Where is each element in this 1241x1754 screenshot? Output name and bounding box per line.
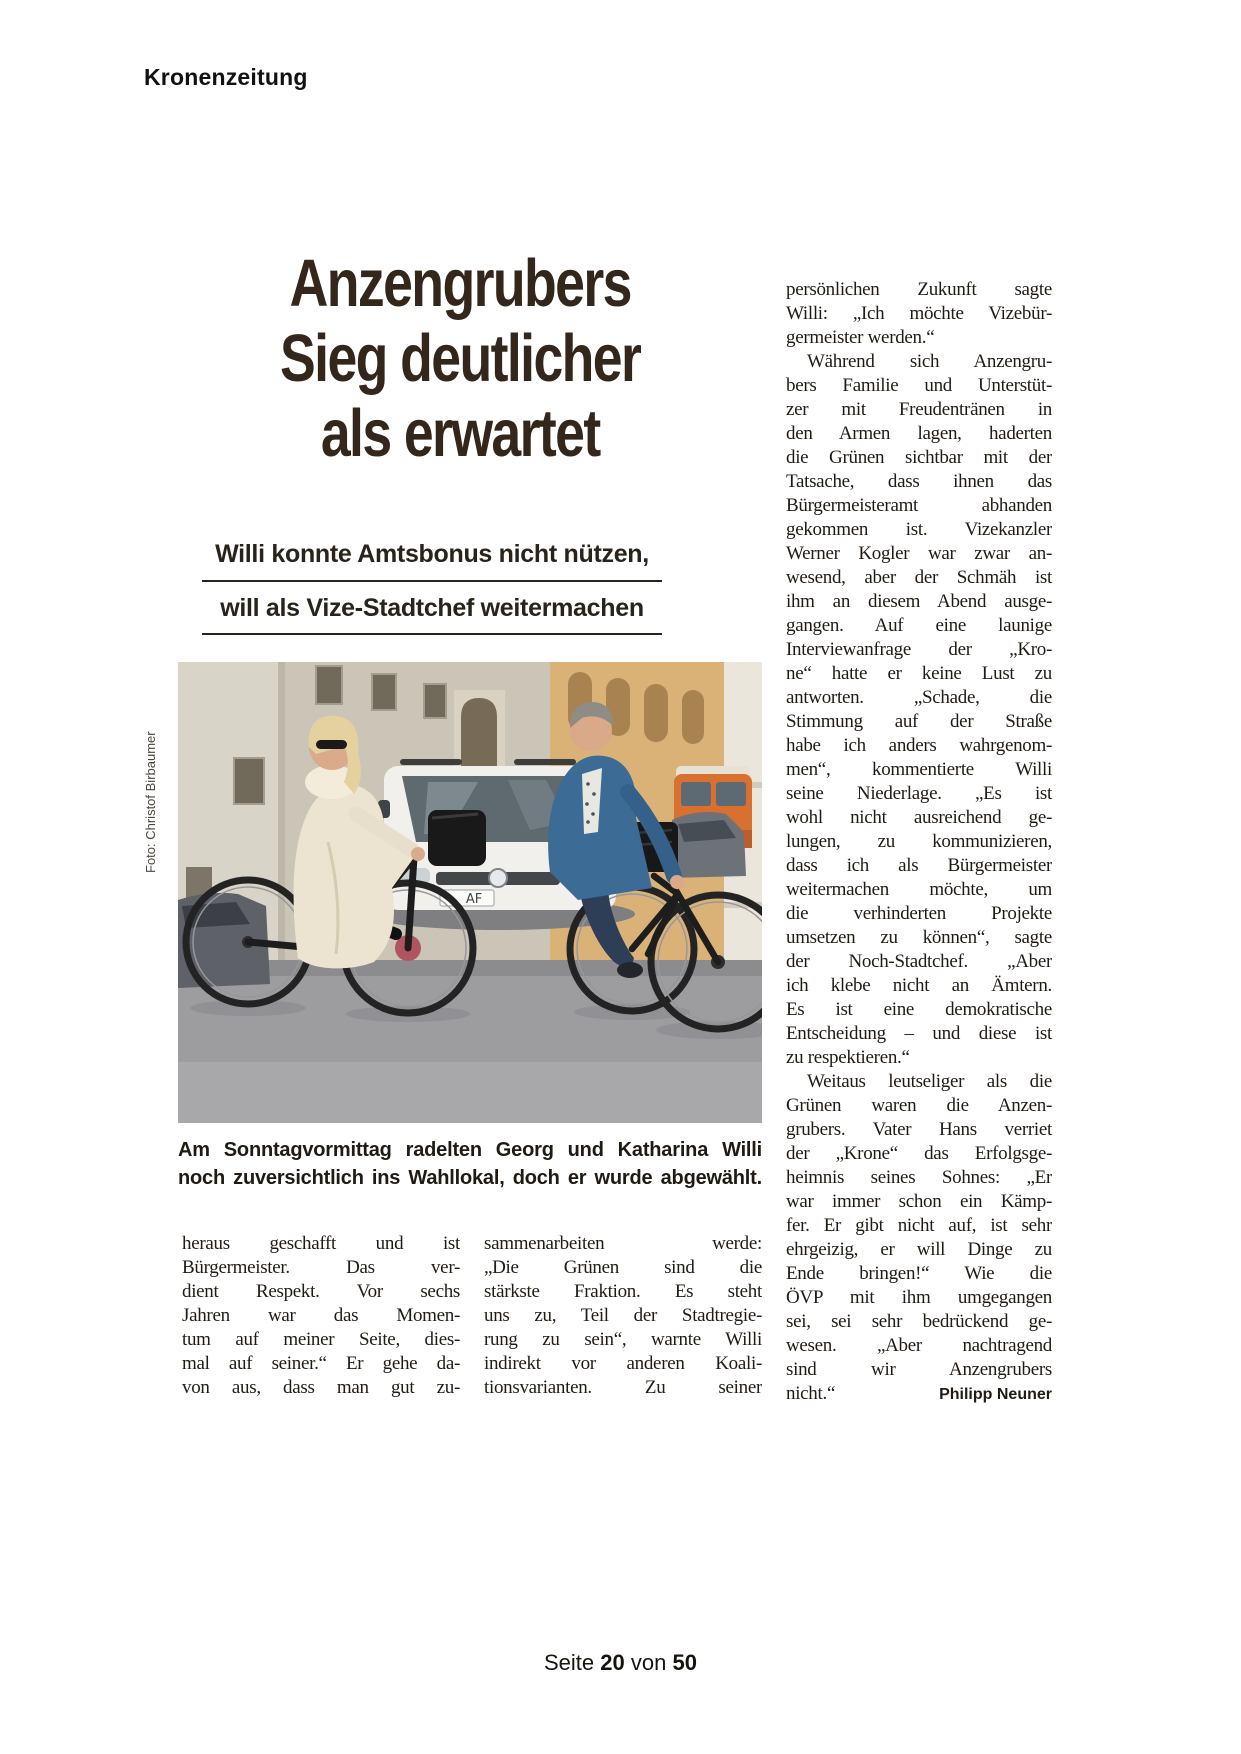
text-line: ne“ hatte er keine Lust zu: [786, 663, 1052, 684]
text-line: sind wir Anzengrubers: [786, 1359, 1052, 1380]
paragraph-end-text: nicht.“: [786, 1383, 836, 1404]
headline-text: Sieg deutlicher: [279, 321, 641, 396]
page-indicator-of: von: [630, 1650, 667, 1675]
text-line: noch zuversichtlich ins Wahllokal, doch er wurde abgewählt.: [178, 1167, 762, 1189]
text-line: Willi: „Ich möchte Vizebür-: [786, 303, 1052, 324]
text-line: men“, kommentierte Willi: [786, 759, 1052, 780]
page-number: 20: [600, 1650, 625, 1675]
text-line: stärkste Fraktion. Es steht: [484, 1281, 762, 1302]
text-line: dass ich als Bürgermeister: [786, 855, 1052, 876]
headline-line: [178, 246, 742, 321]
license-plate-text: AF: [465, 892, 483, 907]
text-line: Werner Kogler war zwar an-: [786, 543, 1052, 564]
text-line: Tatsache, dass ihnen das: [786, 471, 1052, 492]
article-photo: [178, 662, 762, 1123]
text-line: wesend, aber der Schmäh ist: [786, 567, 1052, 588]
text-line: „Die Grünen sind die: [484, 1257, 762, 1278]
text-line: die Grünen sichtbar mit der: [786, 447, 1052, 468]
source-label: Kronenzeitung: [144, 64, 308, 90]
text-line: dient Respekt. Vor sechs: [182, 1281, 460, 1302]
text-line: indirekt vor anderen Koali-: [484, 1353, 762, 1374]
text-line: war immer schon ein Kämp-: [786, 1191, 1052, 1212]
article-headline: [178, 246, 742, 471]
page-indicator-prefix: Seite: [544, 1650, 595, 1675]
text-line: ehrgeizig, er will Dinge zu: [786, 1239, 1052, 1260]
text-line: zer mit Freudentränen in: [786, 399, 1052, 420]
text-line: mal auf seiner.“ Er gehe da-: [182, 1353, 460, 1374]
body-column-right: [786, 278, 1052, 1406]
headline-text: als erwartet: [320, 396, 600, 471]
text-line: Bürgermeister. Das ver-: [182, 1257, 460, 1278]
text-line: ÖVP mit ihm umgegangen: [786, 1287, 1052, 1308]
text-line: Bürgermeisteramt abhanden: [786, 495, 1052, 516]
text-line: ihm an diesem Abend ausge-: [786, 591, 1052, 612]
text-line: bers Familie und Unterstüt-: [786, 375, 1052, 396]
body-column-middle: [484, 1232, 762, 1400]
text-line: tionsvarianten. Zu seiner: [484, 1377, 762, 1398]
text-line: uns zu, Teil der Stadtregie-: [484, 1305, 762, 1326]
subheadline-rule: [202, 580, 662, 582]
photo-credit: Foto: Christof Birbaumer: [143, 731, 158, 873]
text-line: die verhinderten Projekte: [786, 903, 1052, 924]
subheadline-line-2: will als Vize-Stadtchef weitermachen: [220, 594, 644, 622]
text-line: heraus geschafft und ist: [182, 1233, 460, 1254]
byline-row: [786, 1382, 1052, 1406]
text-line: umsetzen zu können“, sagte: [786, 927, 1052, 948]
photo-caption: [178, 1136, 762, 1192]
text-line: Grünen waren die Anzen-: [786, 1095, 1052, 1116]
author-byline: Philipp Neuner: [939, 1386, 1052, 1403]
sunglasses: [316, 740, 347, 749]
page-indicator: [0, 1650, 1241, 1676]
text-line: der Noch-Stadtchef. „Aber: [786, 951, 1052, 972]
subheadline-line-1: Willi konnte Amtsbonus nicht nützen,: [215, 540, 649, 568]
text-line: sammenarbeiten werde:: [484, 1233, 762, 1254]
text-line: ich klebe nicht an Ämtern.: [786, 975, 1052, 996]
text-line: der „Krone“ das Erfolgsge-: [786, 1143, 1052, 1164]
text-line: wohl nicht ausreichend ge-: [786, 807, 1052, 828]
text-line: habe ich anders wahrgenom-: [786, 735, 1052, 756]
headline-text: Anzengrubers: [289, 246, 631, 321]
headline-line: [178, 396, 742, 471]
text-line: zu respektieren.“: [786, 1047, 910, 1068]
total-pages: 50: [672, 1650, 697, 1675]
text-line: Es ist eine demokratische: [786, 999, 1052, 1020]
text-line: grubers. Vater Hans verriet: [786, 1119, 1052, 1140]
text-line: den Armen lagen, haderten: [786, 423, 1052, 444]
text-line: persönlichen Zukunft sagte: [786, 279, 1052, 300]
text-line: gekommen ist. Vizekanzler: [786, 519, 1052, 540]
text-line: sei, sei sehr bedrückend ge-: [786, 1311, 1052, 1332]
text-line: von aus, dass man gut zu-: [182, 1377, 460, 1398]
text-line: gangen. Auf eine launige: [786, 615, 1052, 636]
text-line: germeister werden.“: [786, 327, 935, 348]
text-line: Jahren war das Momen-: [182, 1305, 460, 1326]
body-column-left: [182, 1232, 460, 1400]
text-line: tum auf meiner Seite, dies-: [182, 1329, 460, 1350]
text-line: Stimmung auf der Straße: [786, 711, 1052, 732]
text-line: Am Sonntagvormittag radelten Georg und Katharina Willi: [178, 1139, 762, 1161]
text-line: rung zu sein“, warnte Willi: [484, 1329, 762, 1350]
text-line: lungen, zu kommunizieren,: [786, 831, 1052, 852]
text-line: Weitaus leutseliger als die: [807, 1071, 1052, 1092]
text-line: wesen. „Aber nachtragend: [786, 1335, 1052, 1356]
subheadline-rule: [202, 633, 662, 635]
text-line: seine Niederlage. „Es ist: [786, 783, 1052, 804]
text-line: Interviewanfrage der „Kro-: [786, 639, 1052, 660]
text-line: antworten. „Schade, die: [786, 687, 1052, 708]
text-line: Entscheidung – und diese ist: [786, 1023, 1052, 1044]
headline-line: [178, 321, 742, 396]
text-line: fer. Er gibt nicht auf, ist sehr: [786, 1215, 1052, 1236]
text-line: weitermachen möchte, um: [786, 879, 1052, 900]
text-line: heimnis seines Sohnes: „Er: [786, 1167, 1052, 1188]
text-line: Während sich Anzengru-: [807, 351, 1052, 372]
text-line: Ende bringen!“ Wie die: [786, 1263, 1052, 1284]
